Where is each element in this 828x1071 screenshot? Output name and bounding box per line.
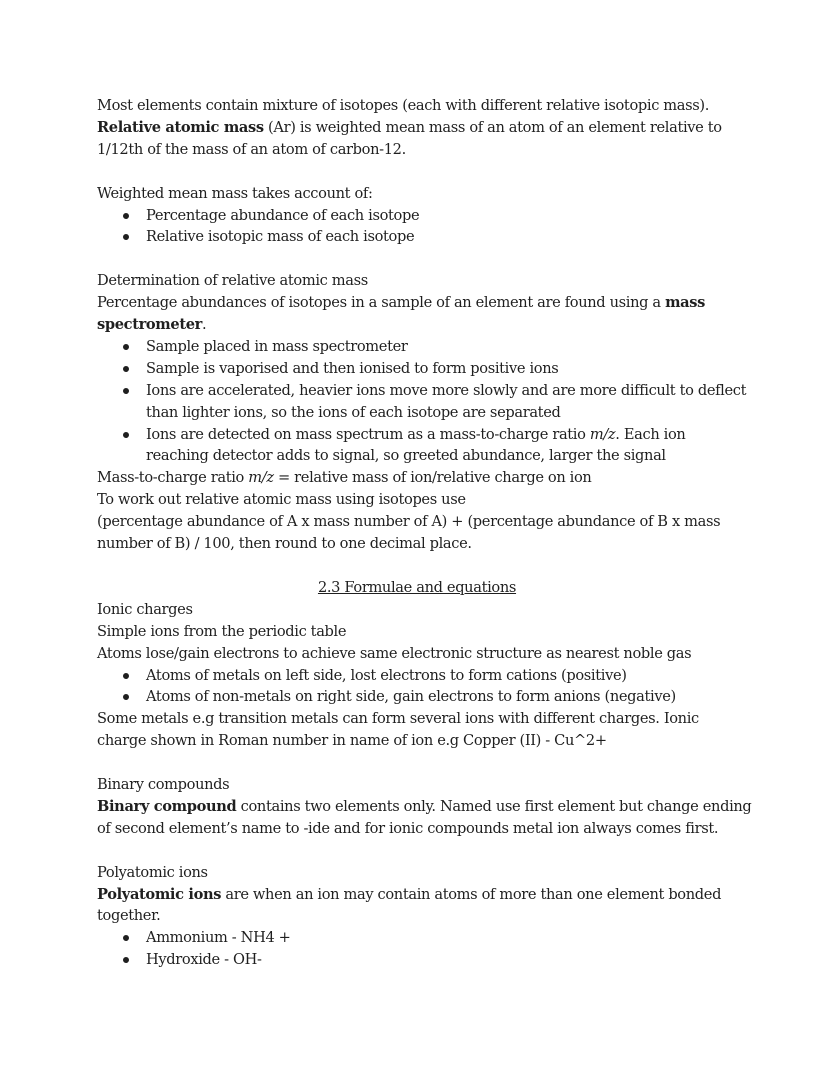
spacer	[97, 555, 737, 577]
relative-atomic-mass-definition: Relative atomic mass (Ar) is weighted mean mass of an atom of an element relative to	[97, 118, 722, 136]
transition-metals-line: Some metals e.g transition metals can form several ions with different charges. Ionic	[97, 710, 699, 728]
list-item-continued: reaching detector adds to signal, so greeted abundance, larger the signal	[146, 447, 666, 465]
polyatomic-definition: Polyatomic ions are when an ion may contain atoms of more than one element bonded	[97, 885, 722, 903]
list-item: Relative isotopic mass of each isotope	[97, 226, 737, 248]
term-mass-spectrometer: spectrometer	[97, 316, 202, 334]
list-item: Ammonium - NH4 +	[97, 927, 737, 949]
formula-line: (percentage abundance of A x mass number of A) + (percentage abundance of B x mass	[97, 513, 721, 531]
mass-spectrometer-paragraph-cont: spectrometer.	[97, 316, 207, 334]
polyatomic-subheading: Polyatomic ions	[97, 863, 208, 881]
binary-compound-definition-cont: of second element’s name to -ide and for ionic compounds metal ion always comes first.	[97, 819, 719, 837]
list-item-continued: than lighter ions, so the ions of each isotope are separated	[146, 403, 561, 421]
spacer	[97, 840, 737, 862]
document-page	[97, 95, 752, 971]
term-relative-atomic-mass: Relative atomic mass	[97, 118, 264, 136]
term-binary-compound: Binary compound	[97, 797, 237, 815]
spacer	[97, 752, 737, 774]
mass-to-charge-definition: Mass-to-charge ratio m/z = relative mass of ion/relative charge on ion	[97, 469, 592, 487]
simple-ions-subheading: Simple ions from the periodic table	[97, 622, 347, 640]
term-polyatomic-ions: Polyatomic ions	[97, 885, 222, 903]
spacer	[97, 248, 737, 270]
list-item: Atoms of non-metals on right side, gain electrons to form anions (negative)	[97, 686, 737, 708]
section-heading: 2.3 Formulae and equations	[317, 578, 517, 596]
binary-compound-definition: Binary compound contains two elements only. Named use first element but change ending	[97, 797, 752, 815]
spacer	[97, 161, 737, 183]
mass-spectrometer-paragraph: Percentage abundances of isotopes in a sample of an element are found using a mass	[97, 294, 705, 312]
list-item: Sample placed in mass spectrometer	[97, 336, 737, 358]
ionic-charges-subheading: Ionic charges	[97, 600, 193, 618]
definition-continued: 1/12th of the mass of an atom of carbon-12.	[97, 140, 406, 158]
polyatomic-definition-cont: together.	[97, 907, 161, 925]
transition-metals-line-cont: charge shown in Roman number in name of ion e.g Copper (II) - Cu^2+	[97, 732, 607, 750]
list-item: Ions are accelerated, heavier ions move more slowly and are more difficult to deflect	[97, 380, 737, 402]
determination-subheading: Determination of relative atomic mass	[97, 272, 368, 290]
atoms-line: Atoms lose/gain electrons to achieve same electronic structure as nearest noble gas	[97, 644, 692, 662]
binary-compounds-subheading: Binary compounds	[97, 776, 230, 794]
isotopes-intro: Most elements contain mixture of isotopes (each with different relative isotopic mass).	[97, 97, 710, 114]
list-item: Atoms of metals on left side, lost electrons to form cations (positive)	[97, 665, 737, 687]
work-out-line: To work out relative atomic mass using isotopes use	[97, 491, 466, 509]
formula-line-cont: number of B) / 100, then round to one decimal place.	[97, 535, 472, 553]
weighted-mean-heading: Weighted mean mass takes account of:	[97, 184, 373, 202]
list-item: Hydroxide - OH-	[97, 949, 737, 971]
list-item: Percentage abundance of each isotope	[97, 205, 737, 227]
list-item: Ions are detected on mass spectrum as a mass-to-charge ratio m/z. Each ion	[97, 424, 737, 446]
list-item: Sample is vaporised and then ionised to form positive ions	[97, 358, 737, 380]
